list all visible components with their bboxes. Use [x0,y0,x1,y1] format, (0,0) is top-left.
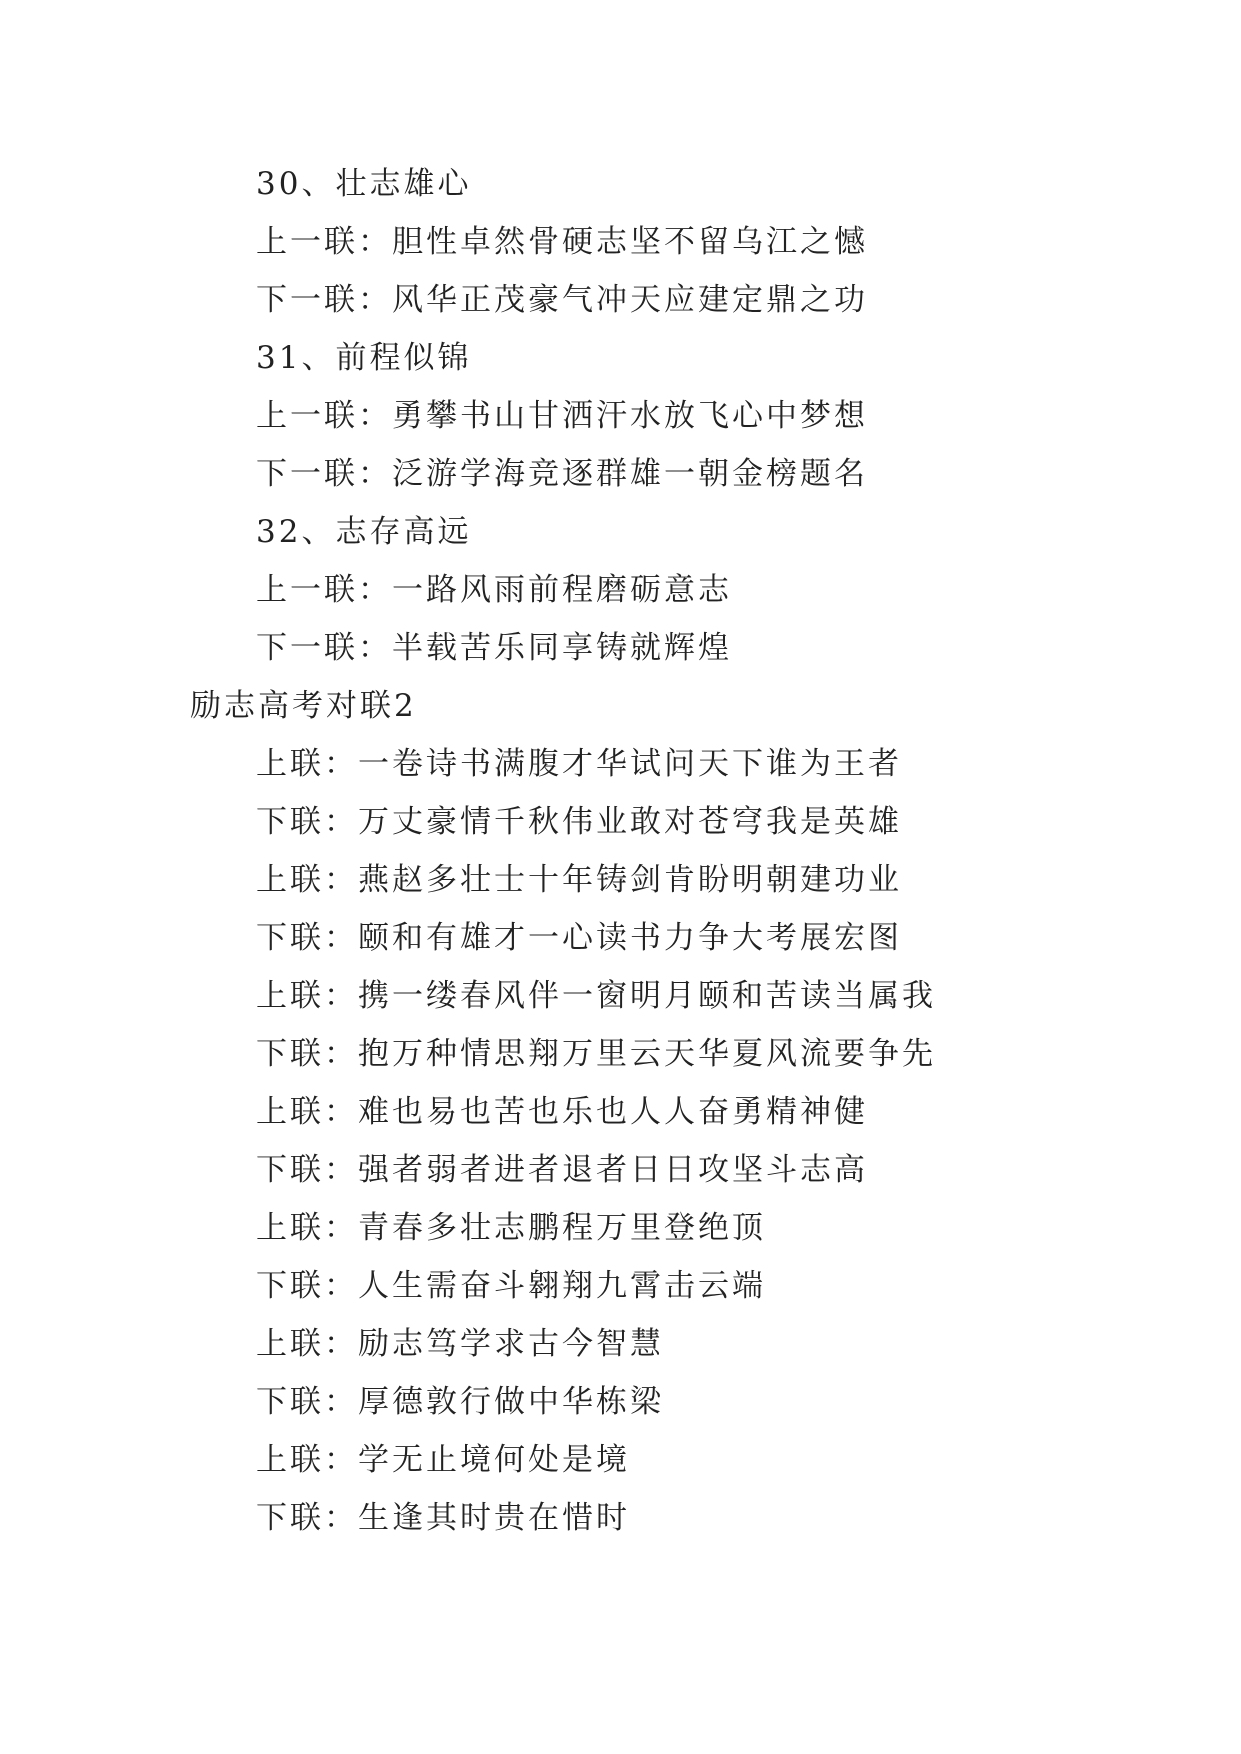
couplet-line: 下联：厚德敦行做中华栋梁 [256,1384,664,1420]
couplet-lower-line: 下一联：半载苦乐同享铸就辉煌 [256,630,732,666]
couplet-lower-line: 下一联：泛游学海竞逐群雄一朝金榜题名 [256,456,868,492]
couplet-line: 下联：颐和有雄才一心读书力争大考展宏图 [256,920,902,956]
section-title: 励志高考对联2 [190,688,417,724]
couplet-heading-30: 30、壮志雄心 [256,166,472,202]
couplet-upper-line: 上一联：一路风雨前程磨砺意志 [256,572,732,608]
couplet-line: 下联：生逢其时贵在惜时 [256,1500,630,1536]
couplet-line: 上联：一卷诗书满腹才华试问天下谁为王者 [256,746,902,782]
couplet-line: 上联：励志笃学求古今智慧 [256,1326,664,1362]
couplet-line: 下联：强者弱者进者退者日日攻坚斗志高 [256,1152,868,1188]
couplet-upper-line: 上一联：勇攀书山甘洒汗水放飞心中梦想 [256,398,868,434]
couplet-line: 上联：携一缕春风伴一窗明月颐和苦读当属我 [256,978,936,1014]
couplet-heading-32: 32、志存高远 [256,514,472,550]
couplet-line: 上联：学无止境何处是境 [256,1442,630,1478]
couplet-upper-line: 上一联：胆性卓然骨硬志坚不留乌江之憾 [256,224,868,260]
couplet-line: 上联：难也易也苦也乐也人人奋勇精神健 [256,1094,868,1130]
couplet-line: 下联：人生需奋斗翱翔九霄击云端 [256,1268,766,1304]
couplet-line: 下联：万丈豪情千秋伟业敢对苍穹我是英雄 [256,804,902,840]
couplet-lower-line: 下一联：风华正茂豪气冲天应建定鼎之功 [256,282,868,318]
couplet-line: 上联：燕赵多壮士十年铸剑肯盼明朝建功业 [256,862,902,898]
couplet-line: 下联：抱万种情思翔万里云天华夏风流要争先 [256,1036,936,1072]
couplet-line: 上联：青春多壮志鹏程万里登绝顶 [256,1210,766,1246]
couplet-heading-31: 31、前程似锦 [256,340,472,376]
